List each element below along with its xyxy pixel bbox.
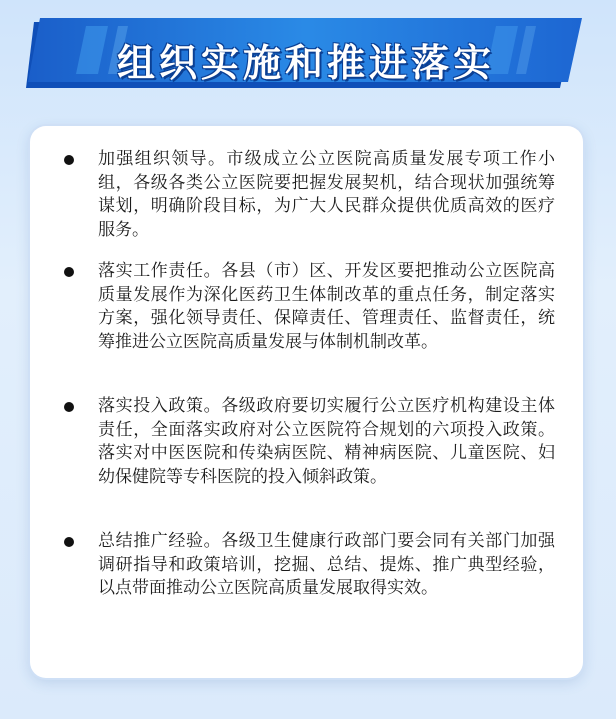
list-item-text: 加强组织领导。市级成立公立医院高质量发展专项工作小组，各级各类公立医院要把握发展契机，结合现状加强统筹谋划，明确阶段目标，为广大人民群众提供优质高效的医疗服务。 (98, 149, 555, 240)
section-banner (26, 18, 586, 92)
list-item (70, 530, 555, 601)
list-item-text: 落实投入政策。各级政府要切实履行公立医疗机构建设主体责任，全面落实政府对公立医院符合规划的六项投入政策。落实对中医医院和传染病医院、精神病医院、儿童医院、妇幼保健院等专科医院的投入倾斜政策。 (98, 396, 555, 487)
list-item-text: 总结推广经验。各级卫生健康行政部门要会同有关部门加强调研指导和政策培训，挖掘、总结、提炼、推广典型经验，以点带面推动公立医院高质量发展取得实效。 (98, 531, 555, 598)
bullet-icon (64, 537, 74, 547)
bullet-icon (64, 267, 74, 277)
bullet-icon (64, 155, 74, 165)
list-item-text: 落实工作责任。各县（市）区、开发区要把推动公立医院高质量发展作为深化医药卫生体制改革的重点任务，制定落实方案，强化领导责任、保障责任、管理责任、监督责任，统筹推进公立医院高质量发展与体制机制改革。 (98, 261, 555, 352)
list-item (70, 260, 555, 354)
list-item (70, 395, 555, 489)
bullet-icon (64, 402, 74, 412)
content-card (30, 126, 583, 678)
banner-title: 组织实施和推进落实 (116, 41, 495, 85)
list-item (70, 148, 555, 242)
